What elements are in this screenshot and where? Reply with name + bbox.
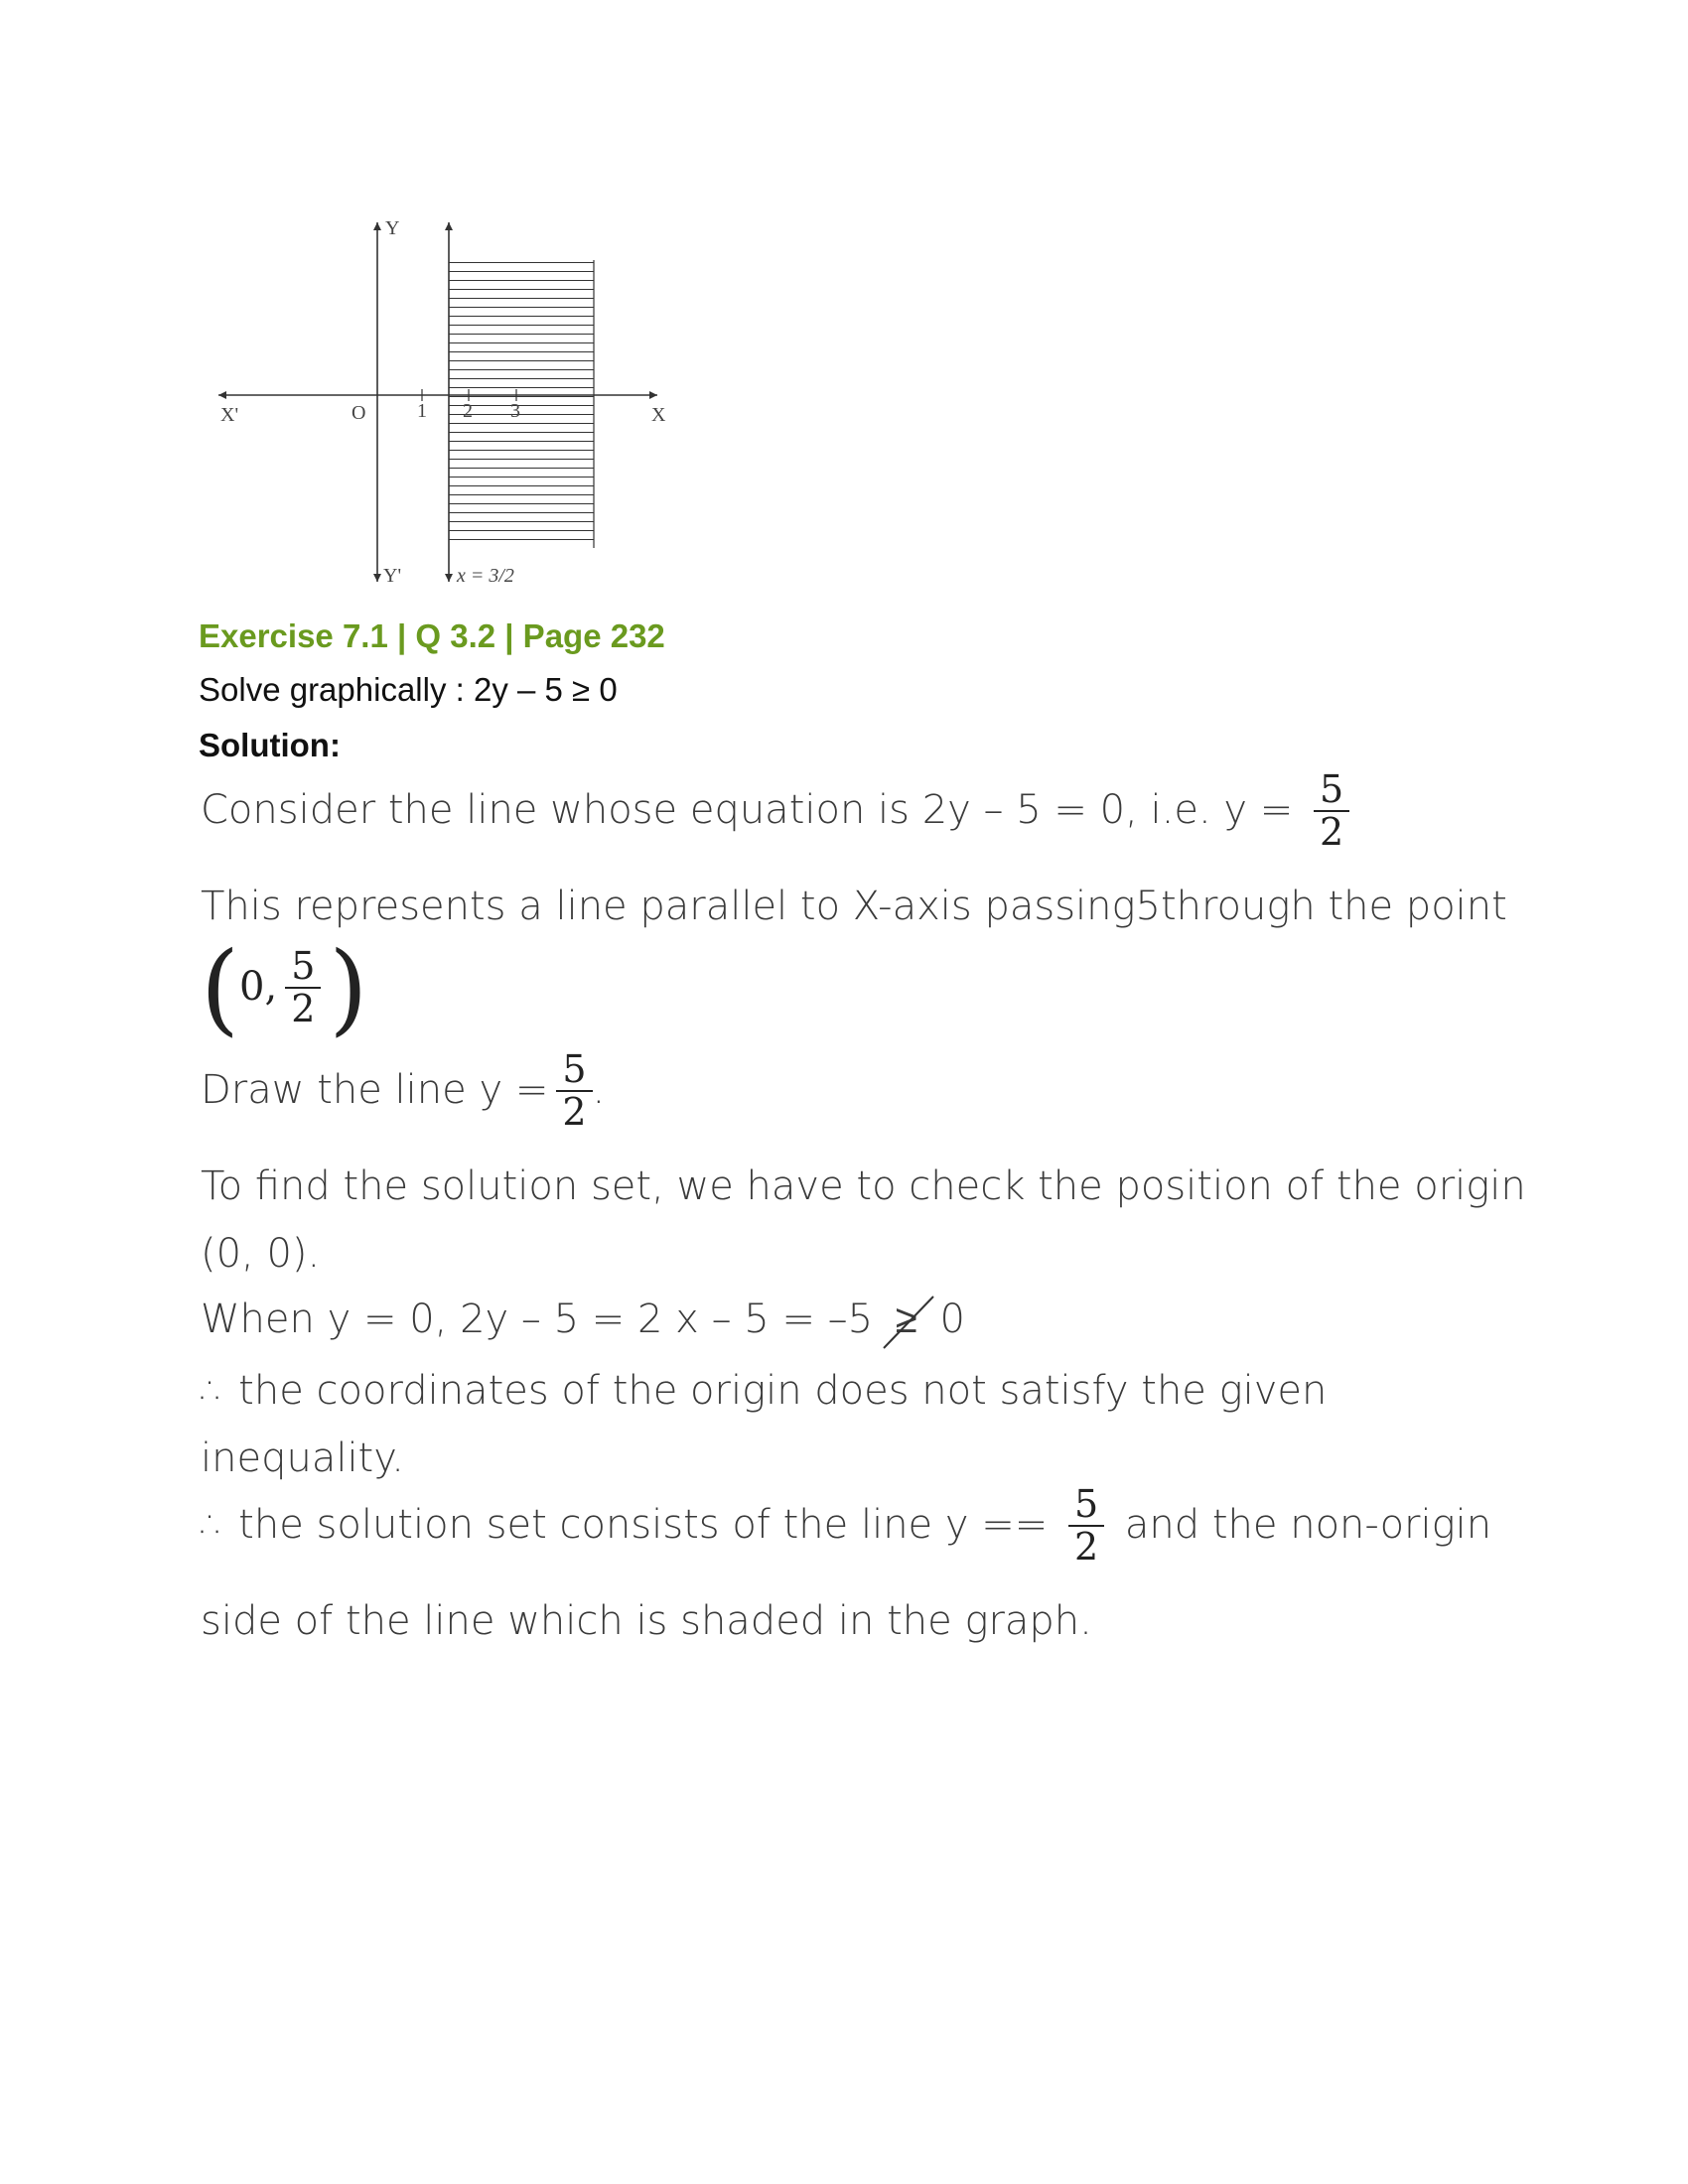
tick-label-2: 2 [463,400,473,422]
solution-line-11: side of the line which is shaded in the graph. [201,1598,1092,1644]
point-expression: (0, $\frac{5}{2}$ ) [201,930,368,1046]
solution-line-6: (0, 0). [201,1231,321,1277]
tick-label-1: 1 [417,400,427,422]
y-neg-label: Y' [383,565,402,587]
solution-line-1: Consider the line whose equation is 2y – 5 = 0, i.e. y = $\frac{5}{2}$ [201,770,1357,854]
exercise-heading: Exercise 7.1 | Q 3.2 | Page 232 [199,617,665,654]
y-axis-label: Y [385,217,400,239]
x-axis-label: X [651,404,666,426]
solution-label: Solution: [199,727,341,763]
solution-line-5: To find the solution set, we have to check the position of the origin [201,1163,1526,1209]
tick-label-3: 3 [510,400,520,422]
question-text: Solve graphically : 2y – 5 ≥ 0 [199,671,618,708]
solution-line-7: When y = 0, 2y – 5 = 2 x – 5 = –5 ≥ 0 [201,1297,965,1342]
solution-line-4: Draw the line y = $\frac{5}{2}$ . [201,1047,606,1134]
solution-line-9: inequality. [201,1435,404,1481]
x-neg-label: X' [220,404,239,426]
boundary-line-label: x = 3/2 [457,565,514,587]
inequality-graph [209,208,685,596]
origin-label: O [352,402,366,424]
solution-line-10: ∴ the solution set consists of the line y == $\frac{5}{2}$ and the non-origin [201,1482,1492,1569]
fraction-five-halves: $\frac{5}{2}$ [1314,770,1349,854]
not-greater-equal-symbol: ≥ [886,1297,927,1342]
solution-line-2: This represents a line parallel to X-axis passing5through the point [201,884,1507,929]
solution-line-8: ∴ the coordinates of the origin does not satisfy the given [201,1368,1328,1414]
